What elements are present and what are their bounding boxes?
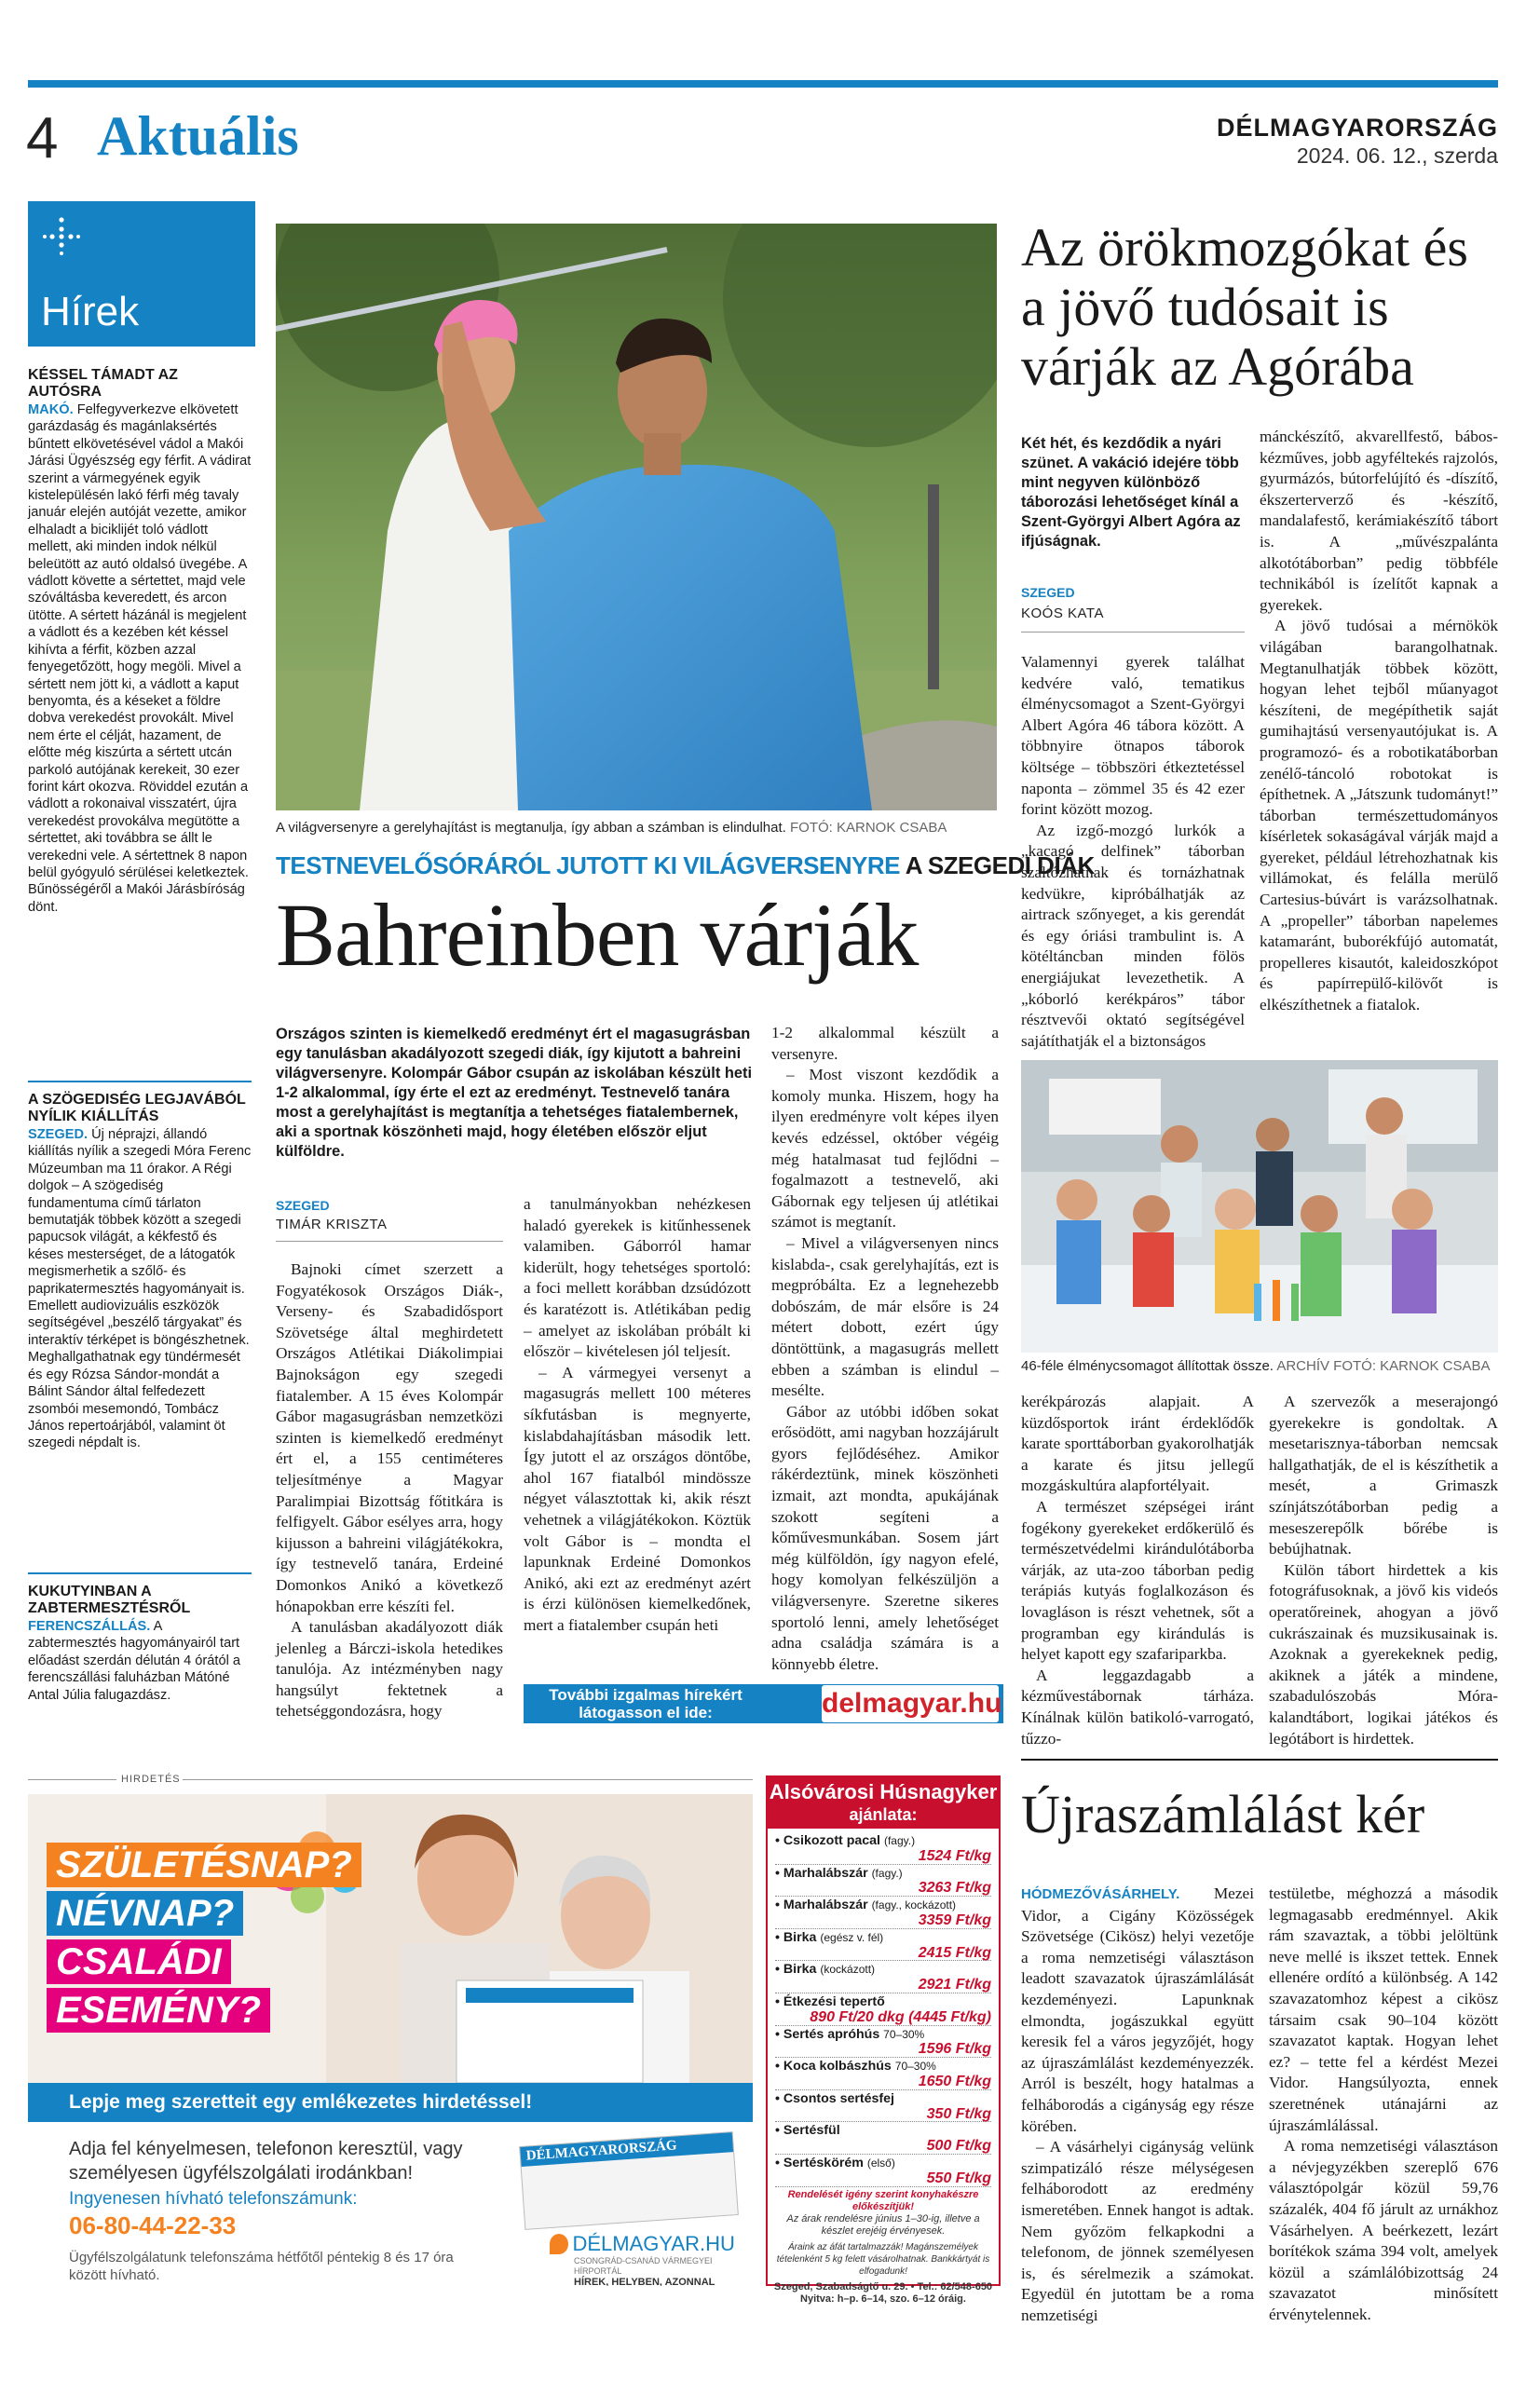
byline-location: SZEGED — [276, 1198, 330, 1213]
item-unit: (kockázott) — [820, 1963, 876, 1977]
logo-subtitle: CSONGRÁD-CSANÁD VÁRMEGYEI HÍRPORTÁL — [574, 2256, 713, 2276]
ad-newspaper — [519, 2131, 739, 2230]
caption-text: 46-féle élménycsomagot állítottak össze. — [1021, 1358, 1274, 1374]
brief-divider — [28, 1081, 252, 1082]
brief-text: Új néprajzi, állandó kiállítás nyílik a szegedi Móra Ferenc Múzeumban ma 11 órakor. A Régi dolgok – A szögediség fundamentuma című tárlaton bemutatják többek között a szegedi papucsok világát, a kékfestő és késes mesterséget, de a látogatók megismerhetik a szőlő- és paprikatermesztés hagyományait is. Emellett audiovizuális eszközök segítségével „beszélő tárgyakat” és interaktív térképet is böngészhetnek. Meghallgathatnak egy tündérmesét és egy Rózsa Sándor-mondát a Bálint Sándor által felfedezett zsombói mesemondó, Tombácz János repertoárjából, valamint öt szegedi népdalt is. — [28, 1127, 252, 1451]
brief-text: Felfegyverkezve elkövetett garázdaság és magánlaksértés bűntett elkövetésével vádol a Makói Járási Ügyészség egy férfit. A vádirat szerint a vármegyének egyik kistelepülésén lakó férfi még tavaly január elején autóját vezette, amikor elhaladt a biciklijét toló vádlott mellett, aki minden indok nélkül beleütött az autó oldalsó üvegébe. A vádlott követte a sértettet, majd vele szóváltásba keveredett, és arcon ütötte. A sértett házánál is megjelent a vádlott és a kezében két késsel kihívta a férfit, közben azzal fenyegetőzött, hogy megöli. Mivel a sértett nem jött ki, a vádlott a kaput benyomta, és a késeket a földre dobva verekedést provokált. Mivel nem érte el célját, hazament, de előtte még kiszúrta a sértett utcán parkoló autójának kerekeit, 30 ezer forint kárt okozva. Röviddel ezután a vádlott a rokonaival visszatért, újra verekedést provokálva megütötte a sértettet, aki továbbra se állt le verekedni vele. A sértettnek 8 napon belül gyógyuló sérülései keletkeztek. Bűnösségéről a Makói Járásbíróság dönt. — [28, 402, 252, 915]
paragraph: Gábor az utóbbi időben sokat erősödött, ami nagyban hozzájárult gyors fejlődéséhez. Amikor rákérdeztünk, minek köszönheti izmait, azt mondta, apukájának szokott segíteni a kőművesmunkában. Sosem járt még külföldön, így nagyon efelé, hogy komolyan felkészüljön a világversenyre. Szeretne sikeres sportoló lenni, amely lehetőséget adna családja számára is a könnyebb életre. — [771, 1402, 999, 1673]
main-column-1 — [276, 1259, 503, 1722]
paragraph: Valamennyi gyerek találhat kedvére való, tematikus élménycsomagot a Szent-Györgyi Albert Agóra 46 tábora között. A többnyire ötnapos táborok költsége – többszöri étkeztetéssel naponta – zömmel 35 és 42 ezer forint között mozog. — [1021, 653, 1245, 819]
item-name: Marhalábszár — [783, 1898, 868, 1913]
ad-headline-stack — [47, 1843, 382, 2033]
item-unit: (fagy., kockázott) — [871, 1898, 957, 1912]
ad-meat-wholesaler[interactable] — [766, 1775, 1001, 2305]
meat-ad-note-2: Az árak rendelésre június 1–30-ig, illetve a készlet erejéig érvényesek. — [786, 2212, 980, 2237]
agora-headline: Az örökmozgókat és a jövő tudósait is várják az Agórába — [1021, 217, 1468, 397]
brief-3 — [28, 1584, 252, 1704]
kicker-blue: TESTNEVELŐSÓRÁRÓL JUTOTT KI VILÁGVERSENYRE — [276, 851, 901, 879]
meat-ad-note-1 — [768, 2189, 999, 2213]
meat-price-item: • Csikozott pacal (fagy.) 1524 Ft/kg — [775, 1833, 991, 1864]
paragraph: 1-2 alkalommal készült a versenyre. — [771, 1024, 999, 1063]
meat-price-item: • Étkezési tepertő 890 Ft/20 dkg (4445 Ft/kg) — [775, 1993, 991, 2025]
brief-text: A zabtermesztés hagyományairól tart előadást szerdán délután 4 órától a ferencszállási faluházban Mátóné Antal Júlia falugazdász. — [28, 1619, 240, 1703]
ad-headline-line: SZÜLETÉSNAP? — [47, 1843, 361, 1887]
promo-banner[interactable] — [524, 1684, 1003, 1723]
meat-ad-title: Alsóvárosi Húsnagyker — [769, 1780, 998, 1803]
agora-photo-caption — [1021, 1358, 1506, 1374]
agora-column-3 — [1021, 1392, 1254, 1749]
paragraph: – Most viszont kezdődik a komoly munka. Hiszem, hogy ha ilyen eredményre volt képes ilyen kevés edzéssel, október végéig még hatalmasat tud fejlődni – fogalmazott a testnevelő, aki Gábornak egy teljesen új atlétikai számot is megtanít. — [771, 1066, 999, 1231]
main-headline: Bahreinben várják — [276, 885, 919, 985]
logo-text: DÉLMAGYAR.HU — [572, 2232, 735, 2255]
item-unit: (egész v. fél) — [820, 1930, 884, 1944]
item-unit: 70–30% — [894, 2060, 936, 2074]
ad-hours: Ügyfélszolgálatunk telefonszáma hétfőtől péntekig 8 és 17 óra között hívható. — [69, 2250, 454, 2283]
paragraph: A leggazdagabb a kézművestábornak tárháza. Kínálnak külön batikoló-varrogató, tűzzo- — [1021, 1666, 1254, 1748]
item-name: Marhalábszár — [783, 1865, 868, 1881]
brief-location: SZEGED. — [28, 1127, 89, 1142]
item-name: Birka — [783, 1929, 817, 1945]
item-price: 3359 Ft/kg — [775, 1913, 991, 1929]
ad-banner: Lepje meg szeretteit egy emlékezetes hirdetéssel! — [28, 2083, 753, 2122]
item-price: 3263 Ft/kg — [775, 1881, 991, 1897]
brief-title: A SZÖGEDISÉG LEGJAVÁBÓL NYÍLIK KIÁLLÍTÁS — [28, 1092, 246, 1124]
main-photo — [276, 224, 997, 810]
ad-phone-number[interactable]: 06-80-44-22-33 — [69, 2211, 237, 2239]
agora-byline-name: KOÓS KATA — [1021, 605, 1104, 621]
masthead: DÉLMAGYARORSZÁG — [1216, 114, 1498, 142]
paragraph: Bajnoki címet szerzett a Fogyatékosok Országos Diák-, Verseny- és Szabadidősport Szövetsége által meghirdetett Országos Atlétikai Diákolimpiai Bajnokságon egy szegedi fiatalember. A 15 éves Kolompár Gábor magasugrásban nemzetközi szinten is kiemelkedő eredményt ért el, a 155 centiméteres teljesítménye a Magyar Paralimpiai Bizottság főtitkára is felfigyelt. Gábor esélyes arra, hogy kijusson a bahreini világjátékokra, így testnevelő tanára, Erdeiné Domonkos Anikó a következő hónapokban erre készíti fel. — [276, 1260, 503, 1615]
agora-column-4 — [1269, 1392, 1498, 1749]
paragraph: A tanulásban akadályozott diák jelenleg a Bárczi-iskola hetedikes tanulója. Az intézményben nagy hangsúlyt fektetnek a tehetséggondozásra, hogy — [276, 1618, 503, 1721]
ad-headline-line: ESEMÉNY? — [47, 1988, 270, 2033]
ad-label: HIRDETÉS — [121, 1774, 181, 1785]
note-text: Rendelését igény szerint konyhakészre előkészítjük! — [787, 2188, 979, 2212]
ujra-location: HÓDMEZŐVÁSÁRHELY. — [1021, 1886, 1180, 1902]
item-name: Étkezési tepertő — [783, 1993, 885, 2009]
promo-url-link[interactable]: delmagyar.hu — [822, 1685, 999, 1722]
meat-price-item: • Birka (egész v. fél) 2415 Ft/kg — [775, 1929, 991, 1961]
item-unit: (fagy.) — [883, 1834, 916, 1847]
logo-tagline: HÍREK, HELYBEN, AZONNAL — [574, 2277, 715, 2286]
lead-text: Két hét, és kezdődik a nyári szünet. A vakáció idejére több mint negyven különböző táborozási lehetőséget kínál a Szent-Györgyi Albert Agóra az ifjúságnak. — [1021, 435, 1241, 550]
brief-2 — [28, 1092, 252, 1452]
byline-rule — [276, 1241, 503, 1242]
page-number: 4 — [26, 106, 59, 170]
item-price: 550 Ft/kg — [775, 2171, 991, 2187]
item-price: 350 Ft/kg — [775, 2107, 991, 2123]
item-name: Sertéskörém — [783, 2155, 864, 2170]
item-price: 1650 Ft/kg — [775, 2075, 991, 2090]
ad-headline-line: CSALÁDI — [47, 1939, 231, 1984]
item-price: 1524 Ft/kg — [775, 1849, 991, 1865]
news-box-label: Hírek — [41, 289, 140, 334]
ujra-headline: Újraszámlálást kér — [1021, 1784, 1425, 1844]
meat-ad-hours: Nyitva: h–p. 6–14, szo. 6–12 óráig. — [800, 2292, 966, 2305]
meat-ad-address: Szeged, Szabadságtő u. 29. • Tel.: 62/548-650 — [773, 2280, 993, 2292]
main-photo-caption — [276, 820, 1002, 836]
athlete-photo — [276, 224, 997, 810]
agora-byline-location: SZEGED — [1021, 585, 1075, 600]
meat-price-item: • Sertés apróhús 70–30% 1596 Ft/kg — [775, 2026, 991, 2058]
ujra-column-2 — [1269, 1884, 1498, 2325]
item-price: 1596 Ft/kg — [775, 2042, 991, 2058]
item-price: 2921 Ft/kg — [775, 1978, 991, 1993]
item-unit: (első) — [866, 2156, 895, 2170]
ad-phone-label: Ingyenesen hívható telefonszámunk: — [69, 2189, 358, 2209]
brief-location: FERENCSZÁLLÁS. — [28, 1619, 151, 1634]
paragraph: – A vásárhelyi cigányság velünk szimpatizáló része mélységesen felháborodott az eredmény ismeretében. Ennek hangot is adtak. Nem győzöm felkapkodni a telefonom, de jönnek személyesen is, és sérelmezik a számokat. Egyedül én jutottam be a roma nemzetiségi — [1021, 2138, 1254, 2324]
item-unit: (fagy.) — [871, 1866, 903, 1880]
caption-text: A világversenyre a gerelyhajítást is megtanulja, így abban a számban is elindulhat. — [276, 820, 786, 836]
paragraph: A jövő tudósai a mérnökök világában barangolhatnak. Megtanulhatják többek között, hogyan lehet tejből műanyagot készíteni, de megépíthetik saját gumihajtású versenyautójukat is. A programozó- és a robotikatáborban zenélő-táncoló robotokat is építhetnek. A „Játszunk tudományt!” táborban természettudományos kísérletek sokaságával várják majd a gyereket, például létrehozhatnak kis villámokat, és felálla merülő Cartesius-búvárt is varázsolhatnak. A „propeller” táborban napelemes katamaránt, buborékfújó automatát, propelleres kisautót, kaleidoszkópot és papírrepülő-kilövőt is elkészíthetnek a fiatalok. — [1260, 617, 1498, 1014]
news-box-header — [28, 201, 255, 347]
meat-price-item: • Marhalábszár (fagy.) 3263 Ft/kg — [775, 1865, 991, 1897]
ad-logo — [550, 2232, 745, 2286]
issue-date: 2024. 06. 12., szerda — [1296, 143, 1498, 168]
item-price: 2415 Ft/kg — [775, 1946, 991, 1962]
agora-column-2 — [1260, 427, 1498, 1016]
paragraph: – A vármegyei versenyt a magasugrás mellett 100 méteres síkfutásban is megnyerte, kislabdahajításban második lett. Így jutott el az országos döntőbe, ahol 167 fiatalból mindössze négyet választottak ki, akik részt vehetnek a világjátékokon. Köztük volt Gábor is – mondta el lapunknak Erdeiné Domonkos Anikó, aki ezt az eredményt azért is érzi különösen kiemelkedőnek, mert a fiatalember csupán heti — [524, 1363, 751, 1634]
ad-body: Adja fel kényelmesen, telefonon keresztül, vagy személyesen ügyfélszolgálati irodánkban! — [69, 2139, 463, 2184]
ad-birthday[interactable] — [28, 1794, 753, 2286]
item-name: Koca kolbászhús — [783, 2059, 892, 2075]
meat-ad-note-3: Áraink az áfát tartalmazzák! Magánszemélyek tételenként 5 kg felett vásárolhatnak. Bankkártyát is elfogadunk! — [776, 2241, 990, 2277]
kicker-dark: A SZEGEDI DIÁK — [905, 851, 1095, 879]
ad-rule-right — [183, 1779, 753, 1780]
byline-rule — [1021, 632, 1245, 633]
paragraph: a tanulmányokban nehézkesen haladó gyerekek is kitűnhessenek valamiben. Gáborról hamar kiderült, hogy tehetséges sportoló: a foci mellett korábban dzsúdózott és karatézott is. Atlétikában pedig – amelyet az iskolában próbált ki először – kivételesen jól teljesít. — [524, 1195, 751, 1361]
top-rule — [28, 80, 1498, 88]
promo-text: További izgalmas hírekért látogasson el ide: — [549, 1686, 743, 1721]
ujra-column-1 — [1021, 1884, 1254, 2326]
section-title: Aktuális — [97, 105, 299, 167]
paragraph: Mezei Vidor, a Cigány Közösségek Szövetsége (Cikösz) helyi vezetője a roma nemzetiségi választáson leadott szavazatok újraszámlálását kezdeményezi. Lapunknak elmondta, jogászukkal együtt keresik fel a város jegyzőjét, hogy az újraszámlálást kezdeményezzék. Arról is beszélt, hogy hatalmas a felháborodás a cigányság egy része körében. — [1021, 1884, 1254, 2135]
meat-ad-header — [768, 1777, 999, 1829]
item-name: Csontos sertésfej — [783, 2090, 894, 2106]
section-rule — [1021, 1759, 1498, 1761]
caption-credit: FOTÓ: KARNOK CSABA — [790, 820, 947, 836]
meat-price-item: • Sertésfül 500 Ft/kg — [775, 2123, 991, 2155]
caption-credit: ARCHÍV FOTÓ: KARNOK CSABA — [1276, 1358, 1491, 1374]
item-name: Sertés apróhús — [783, 2026, 880, 2042]
paragraph: A természet szépségei iránt fogékony gyerekeket erdőkerülő és természetvédelmi kirándulótáborba várják, az uta-zoo táborban pedig terápiás kutyás foglalkozáson és lovagláson is részt vehetnek, sőt a programban egy kirándulás is helyet kapott egy szafariparkba. — [1021, 1497, 1254, 1664]
agora-lead — [1021, 434, 1245, 551]
item-unit: 70–30% — [883, 2027, 925, 2041]
item-name: Csikozott pacal — [783, 1833, 880, 1848]
item-name: Birka — [783, 1962, 817, 1978]
brief-title: KÉSSEL TÁMADT AZ AUTÓSRA — [28, 367, 178, 400]
ad-headline-line: NÉVNAP? — [47, 1891, 243, 1936]
item-price: 890 Ft/20 dkg (4445 Ft/kg) — [775, 2010, 991, 2026]
paragraph: – Mivel a világversenyen nincs kislabda-, csak gerelyhajítás, ezt is megpróbálta. Ez a legnehezebb dobószám, de már elsőre is 24 métert dobott, ezért úgy döntöttünk, a magasugrás mellett ebben a számban is elindul – mesélte. — [771, 1233, 999, 1400]
meat-price-item: • Marhalábszár (fagy., kockázott) 3359 Ft/kg — [775, 1898, 991, 1928]
brief-divider — [28, 1572, 252, 1574]
lead-text: Országos szinten is kiemelkedő eredményt ért el magasugrásban egy tanulásban akadályozott szegedi diák, így kijutott a bahreini világversenyre. Kolompár Gábor csupán az iskolában készült heti 1-2 alkalommal, így érte el ezt az eredményt. Testnevelő tanára most a gerelyhajítást is megtanítja a tehetséges fiatalembernek, aki a sportnak köszönheti majd, hogy életében először eljut külföldre. — [276, 1026, 753, 1160]
meat-price-item: • Koca kolbászhús 70–30% 1650 Ft/kg — [775, 2059, 991, 2089]
paragraph: A szervezők a meserajongó gyerekekre is gondoltak. A mesetarisznya-táborban nemcsak hallgathatják, de el is készíthetik a mesét, a Grimaszk színjátszótáborban pedig a meseszerepőlk bőrébe is bebújhatnak. — [1269, 1393, 1498, 1558]
paragraph: mánckészítő, akvarellfestő, bábos-kézműves, jobb agyféltekés rajzolós, gyurmázós, bútorfelújító és -díszítő, ékszerterverző és -készítő, mandalafestő, kerámiakészítő tábort is. A „művészpalánta alkotótáborban” pedig többféle technikából is ízelítőt kapnak a gyerekek. — [1260, 428, 1498, 614]
meat-price-item: • Birka (kockázott) 2921 Ft/kg — [775, 1962, 991, 1993]
brief-location: MAKÓ. — [28, 402, 74, 417]
brief-title: KUKUTYINBAN A ZABTERMESZTÉSRŐL — [28, 1584, 191, 1616]
meat-price-item: • Csontos sertésfej 350 Ft/kg — [775, 2090, 991, 2122]
item-name: Sertésfül — [783, 2123, 840, 2139]
paragraph: Külön tábort hirdettek a kis fotográfusoknak, a jövő kis videós operatőreinek, ahogyan a jövő cukrászainak és muzsikusainak is. Azoknak a gyerekeknek pedig, akiknek a játék a mindene, szabadulószobás Móra-kalandtábort, logikai játékos és legótábort is hirdettek. — [1269, 1560, 1498, 1748]
ad-newspaper-masthead: DÉLMAGYARORSZÁG — [520, 2132, 733, 2167]
agora-column-1 — [1021, 652, 1245, 1052]
main-column-2 — [524, 1194, 751, 1636]
meat-price-list — [768, 1829, 999, 2187]
dots-icon — [41, 216, 82, 257]
byline-name: TIMÁR KRISZTA — [276, 1217, 388, 1232]
main-kicker — [276, 851, 1095, 880]
meat-price-item: • Sertéskörém (első) 550 Ft/kg — [775, 2155, 991, 2186]
meat-ad-subtitle: ajánlata: — [849, 1805, 918, 1824]
logo-mark-icon — [550, 2234, 568, 2254]
main-lead — [276, 1025, 760, 1162]
paragraph: A roma nemzetiségi választáson a névjegyzékben szereplő 676 választópolgár közül 59,76 százalék, 404 fő járult az urnákhoz Vásárhelyen. A beérkezett, lezárt borítékok száma 394 volt, amelyek közül a számlálóbizottság 24 szavazatot minősített érvénytelennek. — [1269, 2137, 1498, 2323]
paragraph: Az izgő-mozgó lurkók a „kacagó delfinek” táborban szaltózhatnak és tornázhatnak kedvükre, kipróbálhatják az airtrack szőnyeget, a kis gerendát és egy óriási trambulint is. A kötéltáncban minden fölös energiájukat levezethetik. A „kóborló kerékpáros” tábor résztvevői oktató segítségével sajátíthatják el a biztonságos — [1021, 821, 1245, 1050]
paragraph: testületbe, méghozzá a második legmagasabb eredménnyel. Akik rám szavaztak, a többi jelöltünk neve mellé is ikszet tettek. Ennek ellenére ordító a különbség. A 142 szavazatomhoz képest a cikösz társaim csak 90–104 között szavazatot kaptak. Hogyan lehet ez? – tette fel a kérdést Mezei Vidor. Hangsúlyozta, ennek szeretnének utánajárni az újraszámlálással. — [1269, 1884, 1498, 2134]
main-column-3 — [771, 1023, 999, 1675]
children-workshop-photo — [1021, 1060, 1498, 1353]
ad-rule-left — [28, 1779, 116, 1780]
agora-photo — [1021, 1060, 1498, 1353]
item-price: 500 Ft/kg — [775, 2139, 991, 2155]
paragraph: kerékpározás alapjait. A küzdősportok iránt érdeklődők karate sporttáborban gyakorolhatják a karate és jitsu jellegű mozgáskultúra alapfortélyait. — [1021, 1393, 1254, 1495]
brief-1 — [28, 367, 252, 916]
